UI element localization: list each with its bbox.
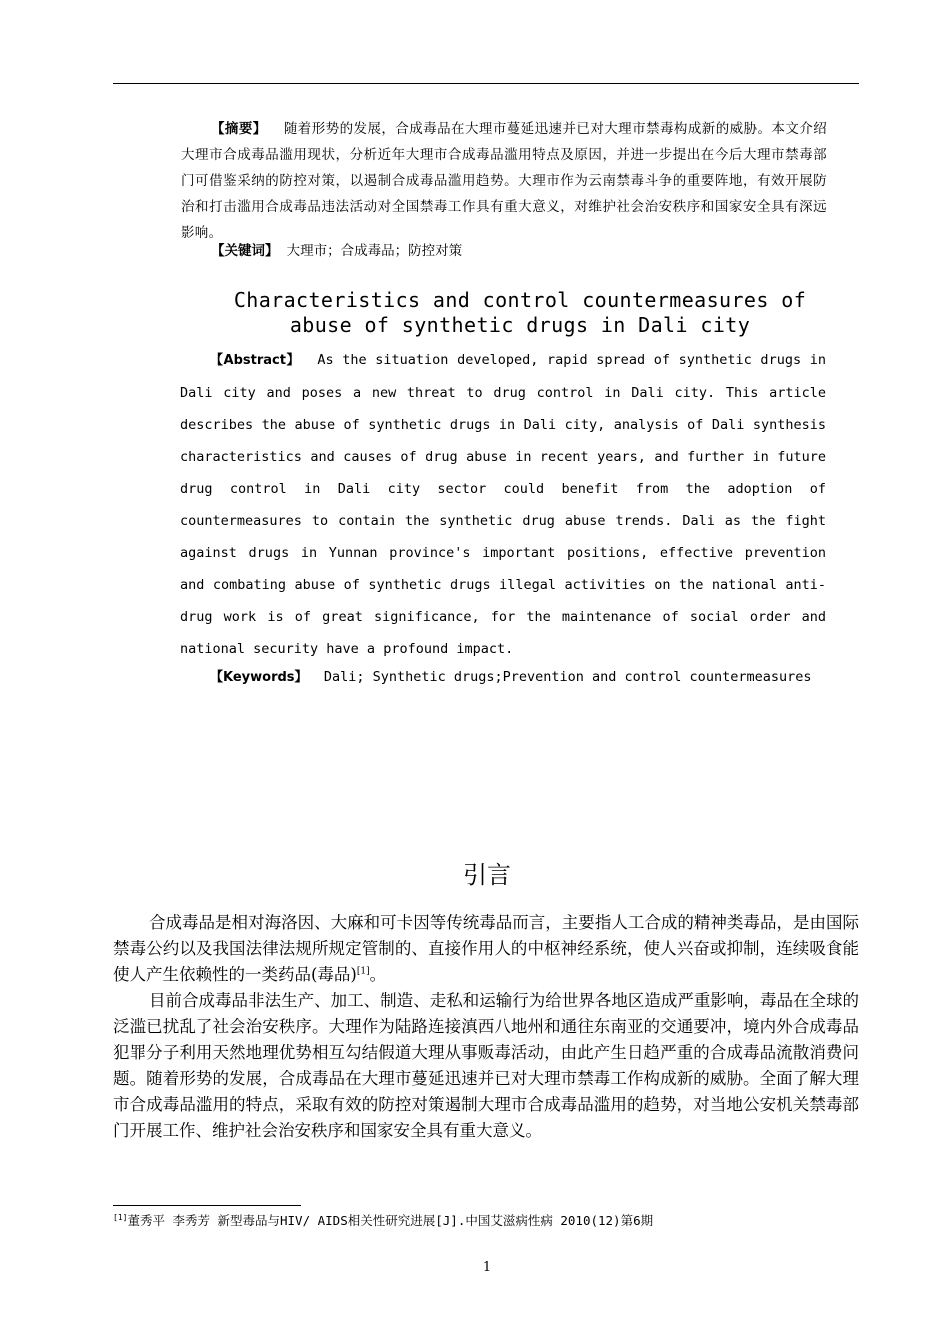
english-abstract [180, 344, 826, 665]
header-rule [113, 83, 859, 84]
chinese-abstract [181, 116, 827, 246]
english-title-line-1: Characteristics and control countermeasures of [233, 288, 807, 312]
footnote-rule [113, 1205, 301, 1206]
citation-ref: [1] [356, 966, 370, 977]
intro-paragraph-1 [113, 910, 859, 988]
english-title-line-2: abuse of synthetic drugs in Dali city [289, 313, 751, 337]
chinese-keywords [211, 238, 462, 264]
intro-paragraph-1-end: 。 [369, 965, 387, 984]
english-keywords [210, 664, 811, 691]
intro-paragraph-2: 目前合成毒品非法生产、加工、制造、走私和运输行为给世界各地区造成严重影响，毒品在全球的泛滥已扰乱了社会治安秩序。大理作为陆路连接滇西八地州和通往东南亚的交通要冲，境内外合成毒品犯罪分子利用天然地理优势相互勾结假道大理从事贩毒活动，由此产生日趋严重的合成毒品流散消费问题。随着形势的发展，合成毒品在大理市蔓延迅速并已对大理市禁毒工作构成新的威胁。全面了解大理市合成毒品滥用的特点，采取有效的防控对策遏制大理市合成毒品滥用的趋势，对当地公安机关禁毒部门开展工作、维护社会治安秩序和国家安全具有重大意义。 [113, 991, 859, 1140]
english-abstract-text: As the situation developed, rapid spread of synthetic drugs in Dali city and poses a new threat to drug control in Dali city. This article describes the abuse of synthetic drugs in Dali city, analysis of Dali synthesis characteristics and causes of drug abuse in recent years, and further in future drug control in Dali city sector could benefit from the adoption of countermeasures to contain the synthetic drug abuse trends. Dali as the fight against drugs in Yunnan province's important positions, effective prevention and combating abuse of synthetic drugs illegal activities on the national anti-drug work is of great significance, for the maintenance of social order and national security have a profound impact. [180, 352, 826, 657]
section-heading: 引言 [463, 861, 511, 889]
english-keywords-text: Dali; Synthetic drugs;Prevention and control countermeasures [323, 669, 812, 685]
english-keywords-label: 【Keywords】 [210, 670, 308, 685]
chinese-keywords-label: 【关键词】 [211, 243, 279, 259]
intro-paragraph-1-text: 合成毒品是相对海洛因、大麻和可卡因等传统毒品而言，主要指人工合成的精神类毒品，是由国际禁毒公约以及我国法律法规所规定管制的、直接作用人的中枢神经系统，使人兴奋或抑制，连续吸食能使人产生依赖性的一类药品(毒品) [113, 913, 859, 984]
intro-body [113, 910, 859, 1144]
footnote-text: 董秀平 李秀芳 新型毒品与HIV/ AIDS相关性研究进展[J].中国艾滋病性病 2010(12)第6期 [127, 1213, 654, 1228]
footnote-mark: [1] [113, 1212, 128, 1222]
english-abstract-label: 【Abstract】 [210, 353, 301, 368]
chinese-abstract-text: 随着形势的发展，合成毒品在大理市蔓延迅速并已对大理市禁毒构成新的威胁。本文介绍大理市合成毒品滥用现状，分析近年大理市合成毒品滥用特点及原因，并进一步提出在今后大理市禁毒部门可借鉴采纳的防控对策，以遏制合成毒品滥用趋势。大理市作为云南禁毒斗争的重要阵地，有效开展防治和打击滥用合成毒品违法活动对全国禁毒工作具有重大意义，对维护社会治安秩序和国家安全具有深远影响。 [181, 121, 828, 241]
chinese-keywords-text: 大理市；合成毒品；防控对策 [286, 243, 463, 259]
chinese-abstract-label: 【摘要】 [211, 121, 267, 137]
footnote [113, 1211, 859, 1231]
english-title [200, 288, 840, 338]
page-number: 1 [482, 1260, 492, 1275]
